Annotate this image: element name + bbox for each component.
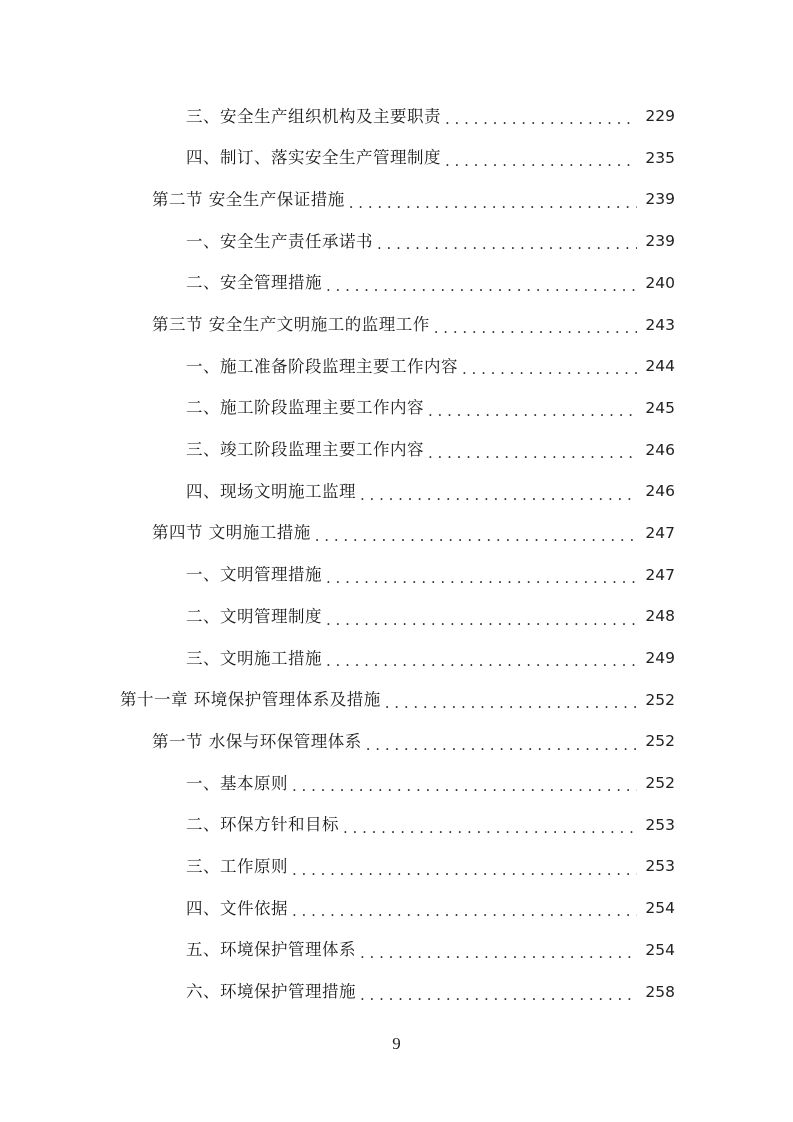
toc-entry-page: 245 (645, 398, 675, 417)
toc-entry-page: 240 (645, 273, 675, 292)
toc-entry-page: 247 (645, 565, 675, 584)
toc-entry[interactable] (0, 263, 793, 305)
toc-entry[interactable] (0, 430, 793, 472)
toc-entry[interactable] (0, 930, 793, 972)
toc-dot-leader (428, 404, 637, 419)
toc-dot-leader (292, 863, 637, 878)
toc-dot-leader (343, 821, 637, 836)
toc-entry-title: 三、工作原则 (186, 856, 288, 876)
toc-entry[interactable] (0, 805, 793, 847)
toc-entry[interactable] (0, 221, 793, 263)
toc-entry-title: 四、现场文明施工监理 (186, 481, 356, 501)
toc-entry[interactable] (0, 596, 793, 638)
toc-dot-leader (326, 279, 637, 294)
toc-entry-page: 246 (645, 482, 675, 501)
toc-entry[interactable] (0, 888, 793, 930)
toc-entry-title: 第二节 安全生产保证措施 (152, 189, 345, 209)
toc-entry-title: 一、基本原则 (186, 773, 288, 793)
toc-entry-page: 229 (645, 107, 675, 126)
toc-entry[interactable] (0, 721, 793, 763)
toc-entry-title: 二、环保方针和目标 (186, 815, 339, 835)
toc-entry-page: 244 (645, 357, 675, 376)
toc-entry-page: 235 (645, 148, 675, 167)
toc-entry[interactable] (0, 763, 793, 805)
toc-entry-title: 二、安全管理措施 (186, 273, 322, 293)
toc-dot-leader (292, 779, 637, 794)
toc-entry-title: 二、文明管理制度 (186, 606, 322, 626)
toc-entry[interactable] (0, 179, 793, 221)
toc-entry-title: 一、安全生产责任承诺书 (186, 231, 373, 251)
toc-entry-title: 三、竣工阶段监理主要工作内容 (186, 440, 424, 460)
toc-entry[interactable] (0, 846, 793, 888)
toc-dot-leader (326, 571, 637, 586)
toc-dot-leader (315, 529, 637, 544)
toc-entry-title: 三、安全生产组织机构及主要职责 (186, 106, 441, 126)
toc-entry-page: 254 (645, 899, 675, 918)
toc-dot-leader (326, 613, 637, 628)
toc-dot-leader (377, 237, 637, 252)
toc-entry-page: 239 (645, 190, 675, 209)
toc-entry-title: 第三节 安全生产文明施工的监理工作 (152, 315, 430, 335)
toc-entry-page: 246 (645, 440, 675, 459)
toc-entry-title: 第十一章 环境保护管理体系及措施 (120, 690, 381, 710)
toc-entry[interactable] (0, 304, 793, 346)
toc-dot-leader (292, 904, 637, 919)
toc-entry-page: 258 (645, 982, 675, 1001)
toc-entry[interactable] (0, 971, 793, 1013)
toc-entry-page: 252 (645, 690, 675, 709)
toc-dot-leader (445, 154, 637, 169)
toc-entry-page: 252 (645, 774, 675, 793)
toc-entry[interactable] (0, 680, 793, 722)
toc-entry[interactable] (0, 138, 793, 180)
toc-entry-page: 253 (645, 857, 675, 876)
toc-entry-title: 二、施工阶段监理主要工作内容 (186, 398, 424, 418)
toc-dot-leader (385, 696, 637, 711)
toc-dot-leader (428, 446, 637, 461)
toc-dot-leader (349, 196, 637, 211)
toc-entry-title: 第四节 文明施工措施 (152, 523, 311, 543)
toc-dot-leader (462, 362, 637, 377)
toc-dot-leader (360, 946, 637, 961)
table-of-contents (0, 96, 793, 1013)
toc-entry[interactable] (0, 96, 793, 138)
toc-entry[interactable] (0, 346, 793, 388)
toc-entry-title: 第一节 水保与环保管理体系 (152, 731, 362, 751)
toc-dot-leader (326, 654, 637, 669)
toc-entry[interactable] (0, 388, 793, 430)
toc-entry[interactable] (0, 513, 793, 555)
toc-dot-leader (366, 738, 637, 753)
toc-entry-title: 四、制订、落实安全生产管理制度 (186, 148, 441, 168)
toc-entry[interactable] (0, 638, 793, 680)
toc-entry-page: 243 (645, 315, 675, 334)
toc-entry-page: 239 (645, 232, 675, 251)
toc-entry-title: 五、环境保护管理体系 (186, 940, 356, 960)
toc-entry-page: 253 (645, 815, 675, 834)
toc-entry[interactable] (0, 471, 793, 513)
toc-entry-page: 249 (645, 649, 675, 668)
toc-entry-title: 六、环境保护管理措施 (186, 982, 356, 1002)
toc-entry-page: 248 (645, 607, 675, 626)
toc-entry-title: 一、施工准备阶段监理主要工作内容 (186, 356, 458, 376)
toc-entry-title: 四、文件依据 (186, 898, 288, 918)
toc-entry-title: 一、文明管理措施 (186, 565, 322, 585)
toc-entry-title: 三、文明施工措施 (186, 648, 322, 668)
toc-entry-page: 254 (645, 940, 675, 959)
toc-entry[interactable] (0, 555, 793, 597)
toc-entry-page: 247 (645, 523, 675, 542)
page-number: 9 (392, 1034, 401, 1053)
toc-entry-page: 252 (645, 732, 675, 751)
toc-dot-leader (445, 112, 637, 127)
toc-dot-leader (360, 488, 637, 503)
toc-dot-leader (360, 988, 637, 1003)
toc-dot-leader (434, 321, 637, 336)
